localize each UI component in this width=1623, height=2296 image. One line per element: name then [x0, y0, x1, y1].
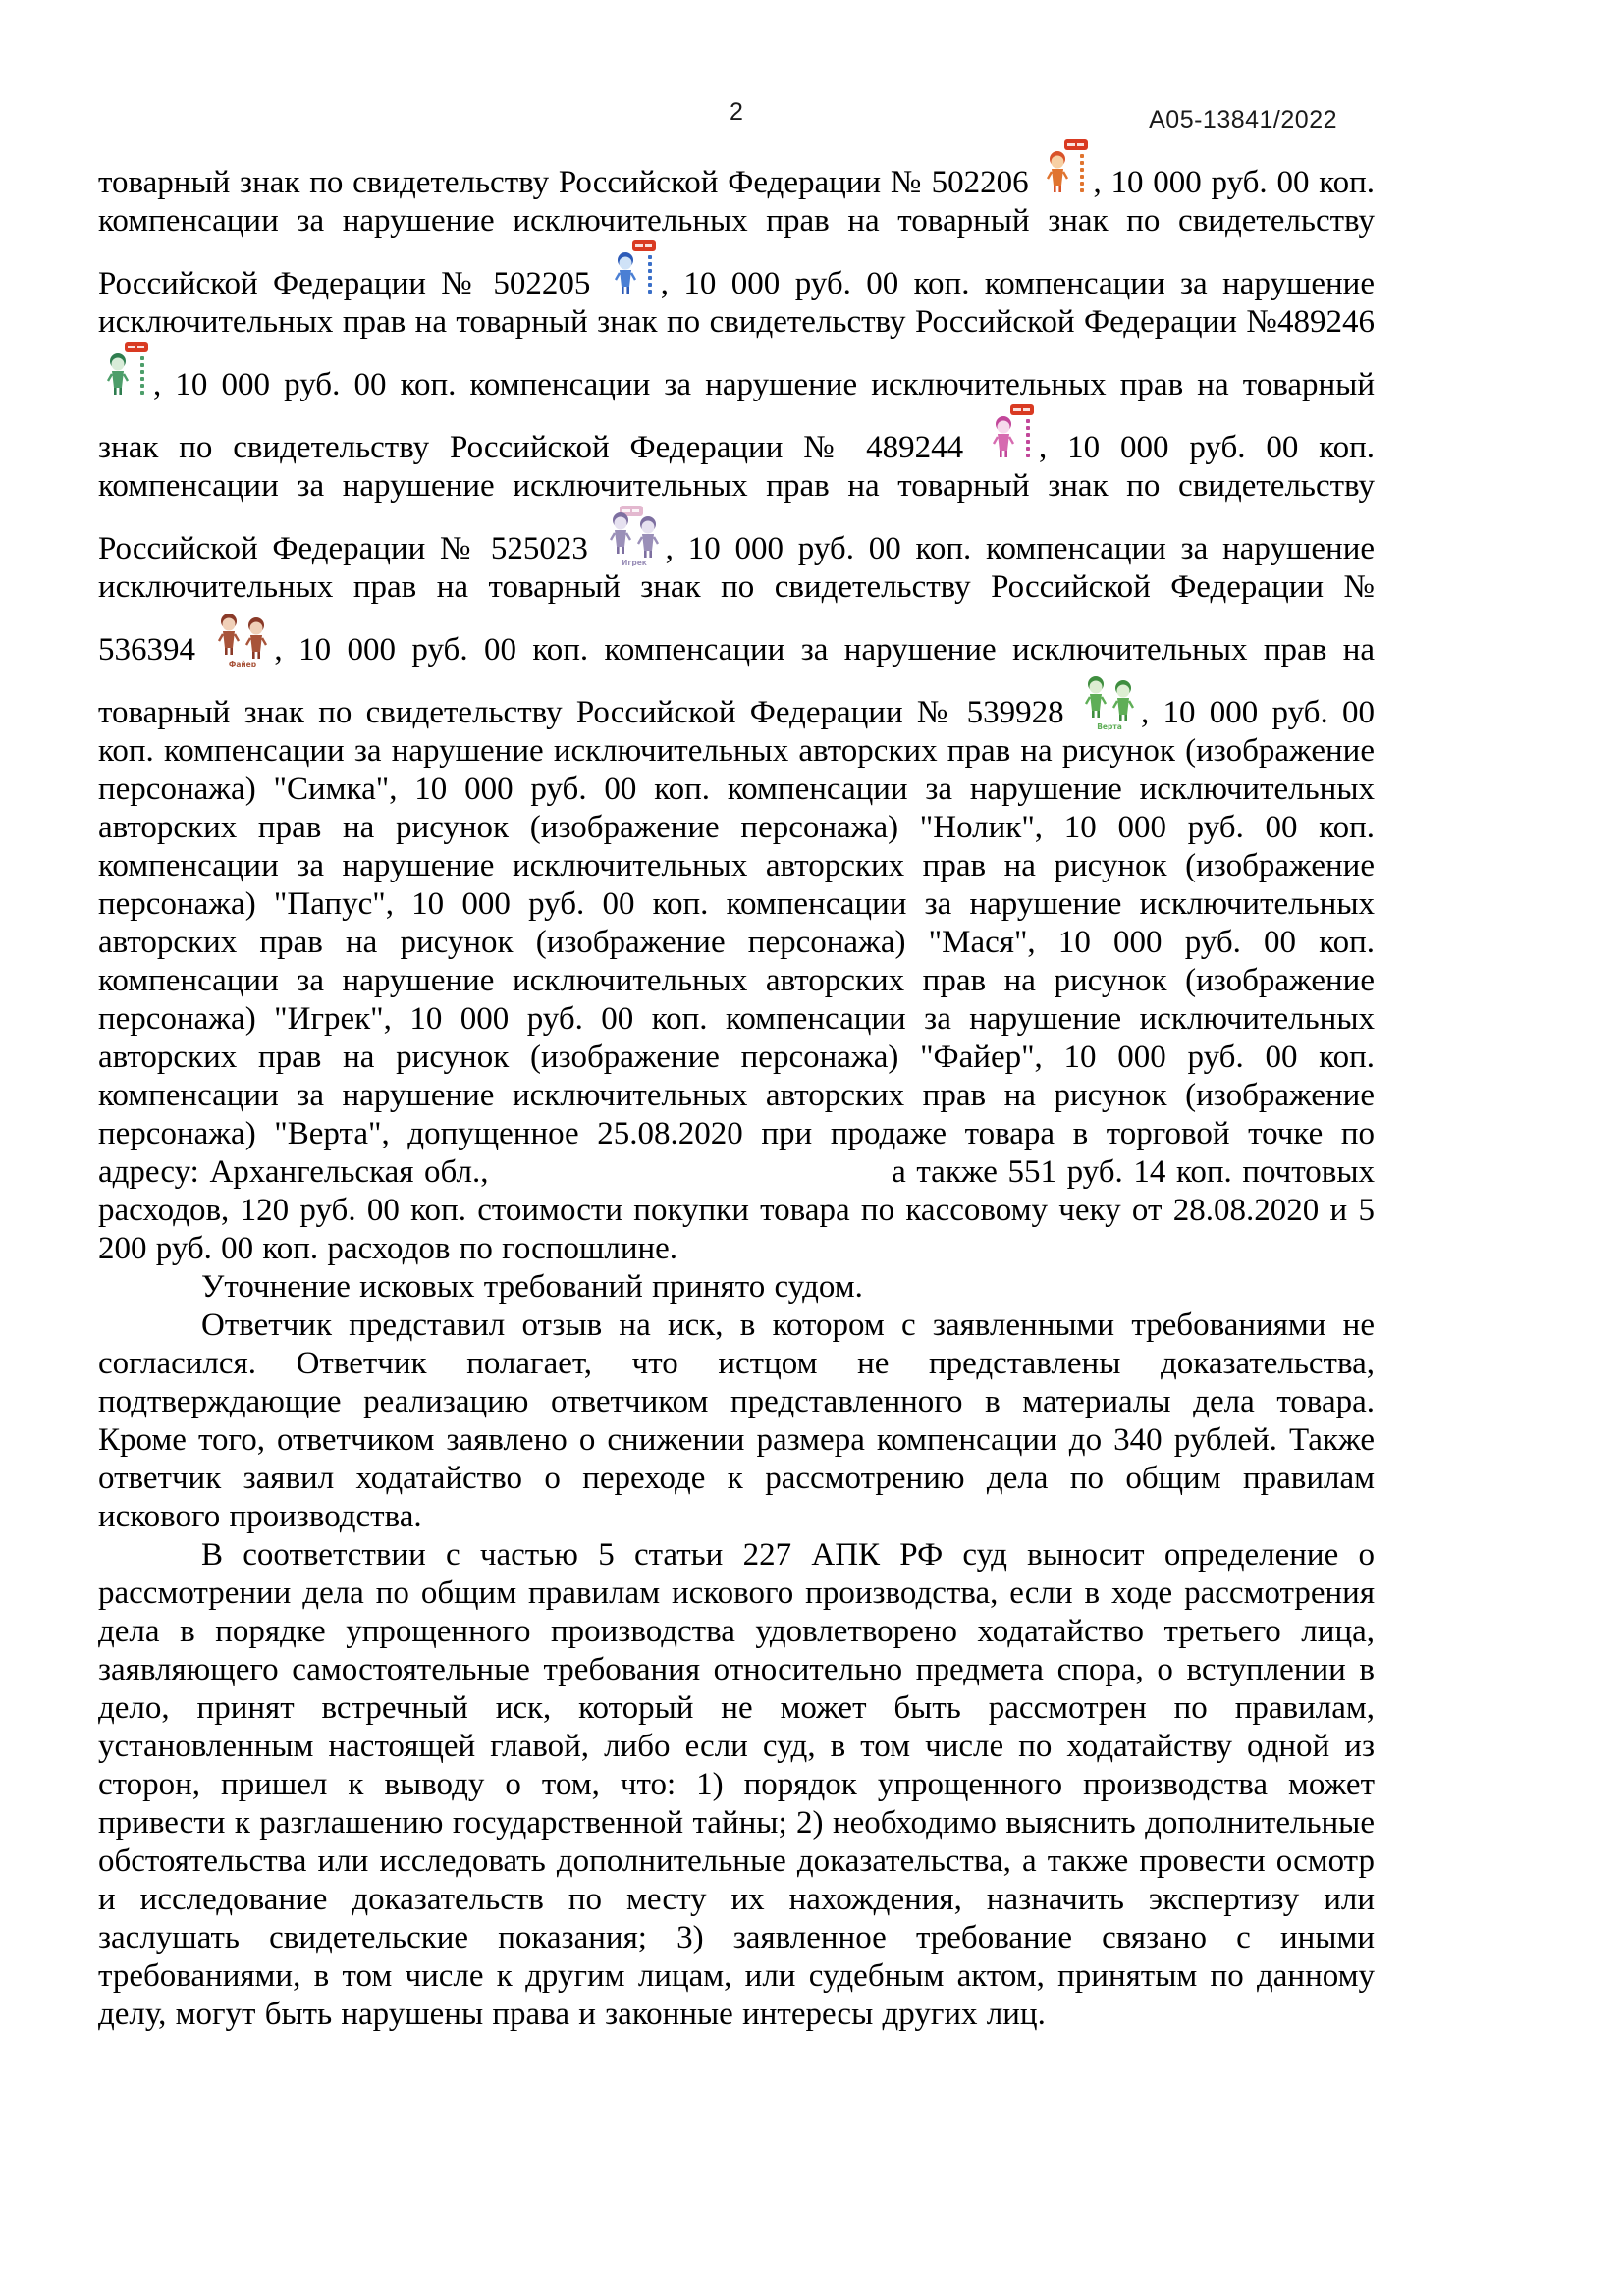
clarification-paragraph: Уточнение исковых требований принято судом.: [201, 1269, 863, 1305]
case-number: А05-13841/2022: [1149, 106, 1337, 133]
verta-characters-trademark-image: [1081, 669, 1138, 730]
igrek-characters-trademark-image: [606, 506, 663, 566]
svg-text:Игрек: Игрек: [621, 559, 647, 566]
nolik-character-trademark-image: [609, 240, 658, 301]
svg-text:Файер: Файер: [229, 660, 257, 667]
fire-characters-trademark-image: [214, 607, 271, 667]
article-227-paragraph: В соответствии с частью 5 статьи 227 АПК РФ суд выносит определение о рассмотрении дела по общим правилам искового производства, если в ходе рассмотрения дела в порядке упрощенного производства удовлетворено ходатайство третьего лица, заявляющего самостоятельные требования относительно предмета спора, о вступлении в дело, принят встречный иск, который не может быть рассмотрен по правилам, установленным настоящей главой, либо если суд, в том числе по ходатайству одной из сторон, пришел к выводу о том, что: 1) порядок упрощенного производства может привести к разглашению государственной тайны; 2) необходимо выяснить дополнительные обстоятельства или исследовать дополнительные доказательства, а также провести осмотр и исследование доказательств по месту их нахождения, назначить экспертизу или заслушать свидетельские показания; 3) заявленное требование связано с иными требованиями, в том числе к другим лицам, или судебным актом, принятым по данному делу, могут быть нарушены права и законные интересы других лиц.: [98, 1537, 1375, 2032]
defendant-response-paragraph: Ответчик представил отзыв на иск, в котором с заявленными требованиями не согласился. Ответчик полагает, что истцом не представлены доказательства, подтверждающие реализацию ответчиком представленного в материалы дела товара. Кроме того, ответчиком заявлено о снижении размера компенсации до 340 рублей. Также ответчик заявил ходатайство о переходе к рассмотрению дела по общим правилам искового производства.: [98, 1308, 1375, 1534]
simka-character-trademark-image: [1041, 139, 1090, 200]
papus-character-trademark-image: [101, 342, 150, 402]
masya-character-trademark-image: [987, 404, 1036, 465]
document-body: [98, 139, 1375, 2034]
opening-paragraph: товарный знак по свидетельству Российской Федерации № 502206 , 10 000 руб. 00 коп. компенсации за нарушение исключительных прав на товарный знак по свидетельству Российской Федерации № 502205 , 10 000 руб. 00 коп. компенсации за нарушение исключительных прав на товарный знак по свидетельству Российской Федерации №489246, 10 000 руб. 00 коп. компенсации за нарушение исключительных прав на товарный знак по свидетельству Российской Федерации № 489244 , 10 000 руб. 00 коп. компенсации за нарушение исключительных прав на товарный знак по свидетельству Российской Федерации № 525023 Игрек , 10 000 руб. 00 коп. компенсации за нарушение исключительных прав на товарный знак по свидетельству Российской Федерации № 536394 Файер , 10 000 руб. 00 коп. компенсации за нарушение исключительных прав на товарный знак по свидетельству Российской Федерации № 539928 Верта , 10 000 руб. 00 коп. компенсации за нарушение исключительных авторских прав на рисунок (изображение персонажа) "Симка", 10 000 руб. 00 коп. компенсации за нарушение исключительных авторских прав на рисунок (изображение персонажа) "Нолик", 10 000 руб. 00 коп. компенсации за нарушение исключительных авторских прав на рисунок (изображение персонажа) "Папус", 10 000 руб. 00 коп. компенсации за нарушение исключительных авторских прав на рисунок (изображение персонажа) "Мася", 10 000 руб. 00 коп. компенсации за нарушение исключительных авторских прав на рисунок (изображение персонажа) "Игрек", 10 000 руб. 00 коп. компенсации за нарушение исключительных авторских прав на рисунок (изображение персонажа) "Файер", 10 000 руб. 00 коп. компенсации за нарушение исключительных авторских прав на рисунок (изображение персонажа) "Верта", допущенное 25.08.2020 при продаже товара в торговой точке по адресу: Архангельская обл., а также 551 руб. 14 коп. почтовых расходов, 120 руб. 00 коп. стоимости покупки товара по кассовому чеку от 28.08.2020 и 5 200 руб. 00 коп. расходов по госпошлине.: [98, 139, 1375, 1268]
page-header: [98, 98, 1375, 137]
svg-text:Верта: Верта: [1097, 722, 1122, 730]
page-number: 2: [730, 98, 743, 126]
redacted-address-gap: [488, 1181, 881, 1182]
